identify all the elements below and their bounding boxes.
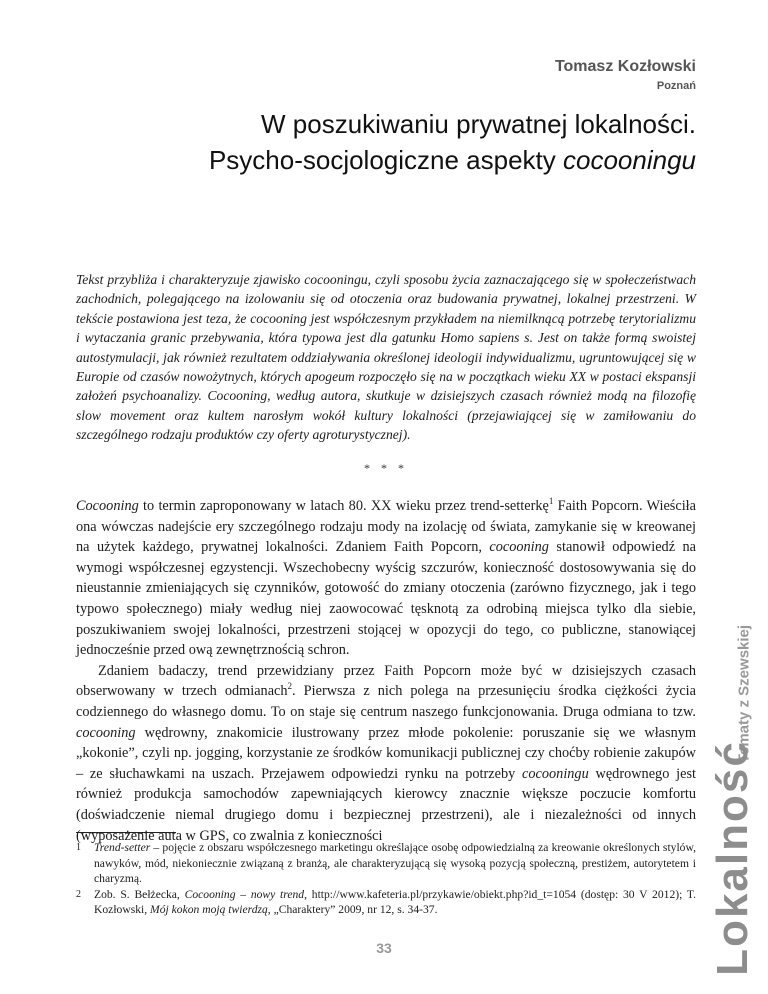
article-body (76, 496, 696, 846)
body-italic-term: cocooningu (522, 765, 589, 782)
section-separator: * * * (364, 461, 408, 475)
side-section-word: Lokalność (708, 740, 757, 976)
footnote-source-title: Mój kokon moją twierdzą (150, 903, 268, 917)
title-line-2-prefix: Psycho-socjologiczne aspekty (208, 145, 563, 175)
title-line-1: W poszukiwaniu prywatnej lokalności. (261, 109, 696, 139)
body-paragraph-1 (76, 496, 696, 661)
footnote-text: , „Charaktery” 2009, nr 12, s. 34-37. (267, 903, 438, 917)
body-text: wędrowny, znakomicie ilustrowany przez młode pokolenie: poruszanie się we własnym „kokonie”, czyli np. jogging, korzystanie ze środków komunikacji publicznej czy choćby robienie zakupów – ze słuchawkami na uszach. Przejawem odpowiedzi rynku na potrzeby (76, 724, 696, 782)
author-name: Tomasz Kozłowski (554, 58, 696, 75)
footnote-ref-2[interactable]: 2 (287, 681, 293, 692)
abstract: Tekst przybliża i charakteryzuje zjawisko cocooningu, czyli sposobu życia zaznaczającego się w społeczeństwach zachodnich, polegającego na izolowaniu się od otoczenia oraz budowania prywatnej, lokalnej przestrzeni. W tekście postawiona jest teza, że cocooning jest współczesnym przykładem na niemilknącą potrzebę terytorializmu i wytaczania granic przebywania, która typowa jest dla gatunku Homo sapiens s. Jest on także formą swoistej autostymulacji, jak również rezultatem oddziaływania określonej ideologii indywidualizmu, ugruntowującej się w Europie od czasów nowożytnych, których apogeum rozpoczęło się na w początkach wieku XX w postaci ekspansji założeń psychoanalizy. Cocooning, według autora, skutkuje w dzisiejszych czasach również modą na filozofię slow movement oraz kultem narosłym wokół kultury lokalności (przejawiającej się w zamiłowaniu do szczególnego rodzaju produktów czy oferty agroturystycznej). (76, 272, 696, 443)
body-italic-term: cocooning (76, 724, 136, 741)
footnote-text: – pojęcie z obszaru współczesnego marketingu określające osobę odpowiedzialną za kreowanie określonych stylów, nawyków, mód, niekoniecznie związaną z branżą, ale charakteryzującą się wysoką pozycją społeczną, prestiżem, autorytetem i charyzmą. (94, 841, 696, 886)
title-line-2 (209, 142, 696, 178)
body-text: stanowił odpowiedź na wymogi współczesnej egzystencji. Wszechobecny wyścig szczurów, konieczność dostosowywania się do nieustannie zmieniających się czynników, gotowość do zmiany otoczenia (zarówno fizycznego, jak i tego typowo społecznego) miały według niej zaowocować tęsknotą za odrobiną miejsca tylko dla siebie, poszukiwaniem swojej lokalności, przestrzeni stojącej w opozycji do tego, co publiczne, stanowiącej jednocześnie przed ową zewnętrznością schron. (76, 539, 696, 659)
footnote-number: 1 (76, 842, 81, 853)
footnote-ref-1[interactable]: 1 (548, 496, 554, 507)
footnotes (76, 840, 696, 918)
body-text: Zdaniem badaczy, trend przewidziany przez Faith Popcorn może być w dzisiejszych czasach obserwowany w trzech odmianach (76, 662, 696, 700)
footnote-number: 2 (76, 888, 81, 900)
footnote-term: Trend-setter (94, 841, 151, 854)
footnote-1 (76, 840, 696, 887)
footnote-divider (76, 832, 176, 833)
footnote-text: Zob. S. Bełżecka, (94, 887, 185, 901)
body-text: wędrownego jest również produkcja samochodów zapewniających kierowcy znacznie większe poczucie komfortu (doświadczenie niemal drugiego domu i bezpiecznej przestrzeni), ale i niezależności od innych (wyposażenie auta w GPS, co zwalnia z konieczności (76, 765, 696, 844)
footnote-source-title: Cocooning – nowy trend (184, 887, 305, 901)
body-italic-term: Cocooning (76, 498, 139, 514)
body-text: to termin zaproponowany w latach 80. XX wieku przez trend-setterkę (138, 498, 549, 514)
body-text: Faith Popcorn. Wieściła ona wówczas nadejście ery szczególnego rodzaju mody na izolację od świata, zamykanie się w kreowanej na użytek każdego, prywatnej lokalności. Zdaniem Faith Popcorn, (76, 498, 696, 556)
footnote-2 (76, 887, 696, 918)
article-title (209, 106, 696, 178)
body-italic-term: cocooning (489, 539, 549, 556)
page-number: 33 (376, 940, 392, 956)
footnote-text: , http://www.kafeteria.pl/przykawie/obiekt.php?id_t=1054 (dostęp: 30 V 2012); T. Kozłowski, (94, 887, 697, 917)
body-text: . Pierwsza z nich polega na przesunięciu środka ciężkości życia codziennego do własnego domu. To on staje się centrum naszego funkcjonowania. Druga odmiana to tzw. (76, 683, 696, 720)
title-line-2-italic: cocooningu (563, 145, 696, 175)
author-city: Poznań (656, 80, 696, 92)
body-paragraph-2 (76, 661, 696, 846)
side-section-label: Tematy z Szewskiej (735, 624, 753, 764)
